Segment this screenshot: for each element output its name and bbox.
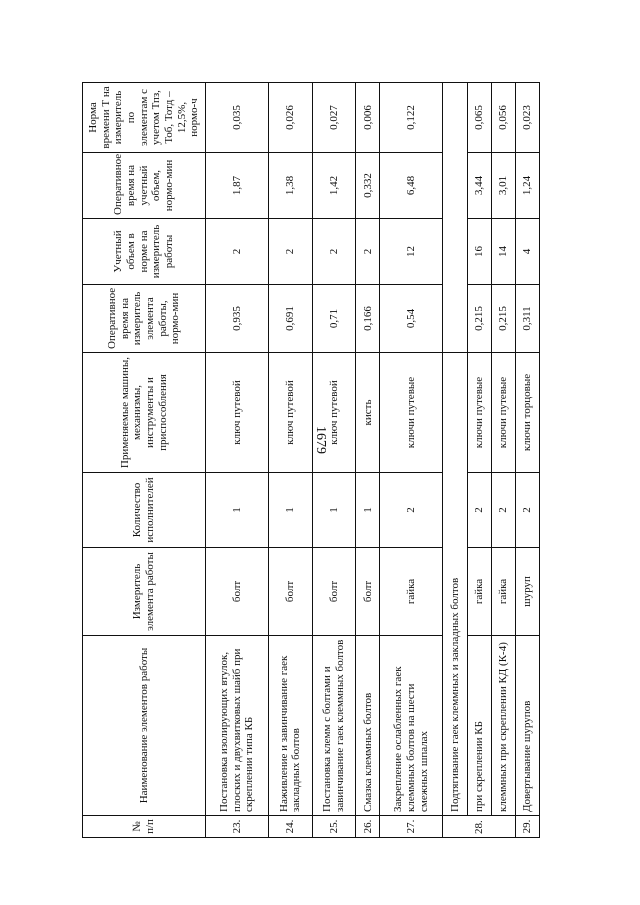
header-meter: Измеритель элемента работы — [83, 548, 206, 636]
row-norm: 0,026 — [269, 83, 313, 153]
row-op-time: 0,54 — [380, 285, 443, 353]
row-op-time-volume: 1,24 — [515, 153, 539, 219]
group-title-row — [443, 83, 467, 838]
row-name: Закрепление ослабленных гаек клеммных болтов на шести смежных шпалах — [380, 636, 443, 816]
row-volume: 4 — [515, 219, 539, 285]
row-volume: 2 — [356, 219, 380, 285]
row-op-time: 0,935 — [206, 285, 269, 353]
row-name: при скреплении КБ — [467, 636, 491, 816]
row-norm: 0,122 — [380, 83, 443, 153]
row-num: 24. — [269, 816, 313, 838]
row-num: 26. — [356, 816, 380, 838]
row-meter: болт — [206, 548, 269, 636]
table-row — [312, 83, 356, 838]
row-norm: 0,006 — [356, 83, 380, 153]
row-meter: болт — [269, 548, 313, 636]
row-name: Смазка клеммных болтов — [356, 636, 380, 816]
row-tools: ключи путевые — [467, 353, 491, 473]
row-volume: 2 — [312, 219, 356, 285]
row-norm: 0,035 — [206, 83, 269, 153]
row-tools: ключи путевые — [380, 353, 443, 473]
row-name: Довертывание шурупов — [515, 636, 539, 816]
header-num: № п/п — [83, 816, 206, 838]
row-op-time-volume: 3,01 — [491, 153, 515, 219]
row-meter: гайка — [467, 548, 491, 636]
header-volume: Учетный объем в норме на измеритель работы — [83, 219, 206, 285]
row-volume: 12 — [380, 219, 443, 285]
page-number: 1679 — [313, 426, 328, 454]
table-row — [467, 83, 491, 838]
row-meter: болт — [356, 548, 380, 636]
row-op-time-volume: 1,87 — [206, 153, 269, 219]
row-workers: 1 — [269, 473, 313, 548]
row-op-time: 0,215 — [467, 285, 491, 353]
work-norms-table — [82, 82, 540, 838]
row-meter: шуруп — [515, 548, 539, 636]
row-workers: 2 — [380, 473, 443, 548]
row-num: 23. — [206, 816, 269, 838]
header-name: Наименование элементов работы — [83, 636, 206, 816]
row-workers: 1 — [206, 473, 269, 548]
row-volume: 2 — [206, 219, 269, 285]
row-op-time-volume: 1,42 — [312, 153, 356, 219]
row-name: Постановка изолирующих втулок, плоских и двухвитковых шайб при скреплении типа КБ — [206, 636, 269, 816]
row-op-time-volume: 6,48 — [380, 153, 443, 219]
row-tools: ключи путевые — [491, 353, 515, 473]
row-op-time-volume: 3,44 — [467, 153, 491, 219]
row-op-time: 0,215 — [491, 285, 515, 353]
group-title: Подтягивание гаек клеммных и закладных болтов — [443, 353, 467, 816]
group-title-empty — [443, 83, 467, 353]
table-row — [491, 83, 515, 838]
group-num: 28. — [443, 816, 515, 838]
row-workers: 1 — [356, 473, 380, 548]
table-row — [269, 83, 313, 838]
row-name: Постановка клемм с болтами и завинчивание гаек клеммных болтов — [312, 636, 356, 816]
row-op-time: 0,691 — [269, 285, 313, 353]
rotated-table-container — [82, 83, 540, 838]
row-workers: 1 — [312, 473, 356, 548]
row-op-time: 0,311 — [515, 285, 539, 353]
row-op-time-volume: 1,38 — [269, 153, 313, 219]
row-volume: 2 — [269, 219, 313, 285]
header-tools: Применяемые машины, механизмы, инструменты и приспособления — [83, 353, 206, 473]
row-workers: 2 — [467, 473, 491, 548]
row-norm: 0,023 — [515, 83, 539, 153]
row-workers: 2 — [515, 473, 539, 548]
header-op-time-volume: Оперативное время на учетный объем, нормо-мин — [83, 153, 206, 219]
row-num: 29. — [515, 816, 539, 838]
row-tools: ключ путевой — [312, 353, 356, 473]
table-row — [206, 83, 269, 838]
row-meter: гайка — [380, 548, 443, 636]
row-name: клеммных при скреплении КД (К-4) — [491, 636, 515, 816]
header-norm: Норма времени Т на измеритель по элементам с учетом Тпз, Тоб, Тотд – 12,5%, нормо-ч — [83, 83, 206, 153]
row-num: 27. — [380, 816, 443, 838]
row-norm: 0,065 — [467, 83, 491, 153]
table-row — [380, 83, 443, 838]
row-num: 25. — [312, 816, 356, 838]
header-workers: Количество исполнителей — [83, 473, 206, 548]
row-tools: кисть — [356, 353, 380, 473]
header-row — [83, 83, 206, 838]
row-tools: ключи торцовые — [515, 353, 539, 473]
header-op-time: Оперативное время на измеритель элемента работы, нормо-мин — [83, 285, 206, 353]
row-meter: болт — [312, 548, 356, 636]
row-name: Наживление и завинчивание гаек закладных болтов — [269, 636, 313, 816]
row-volume: 16 — [467, 219, 491, 285]
table-row — [515, 83, 539, 838]
row-norm: 0,027 — [312, 83, 356, 153]
row-op-time-volume: 0,332 — [356, 153, 380, 219]
row-workers: 2 — [491, 473, 515, 548]
row-volume: 14 — [491, 219, 515, 285]
row-op-time: 0,71 — [312, 285, 356, 353]
row-tools: ключ путевой — [269, 353, 313, 473]
row-norm: 0,056 — [491, 83, 515, 153]
row-op-time: 0,166 — [356, 285, 380, 353]
table-row — [356, 83, 380, 838]
row-meter: гайка — [491, 548, 515, 636]
row-tools: ключ путевой — [206, 353, 269, 473]
